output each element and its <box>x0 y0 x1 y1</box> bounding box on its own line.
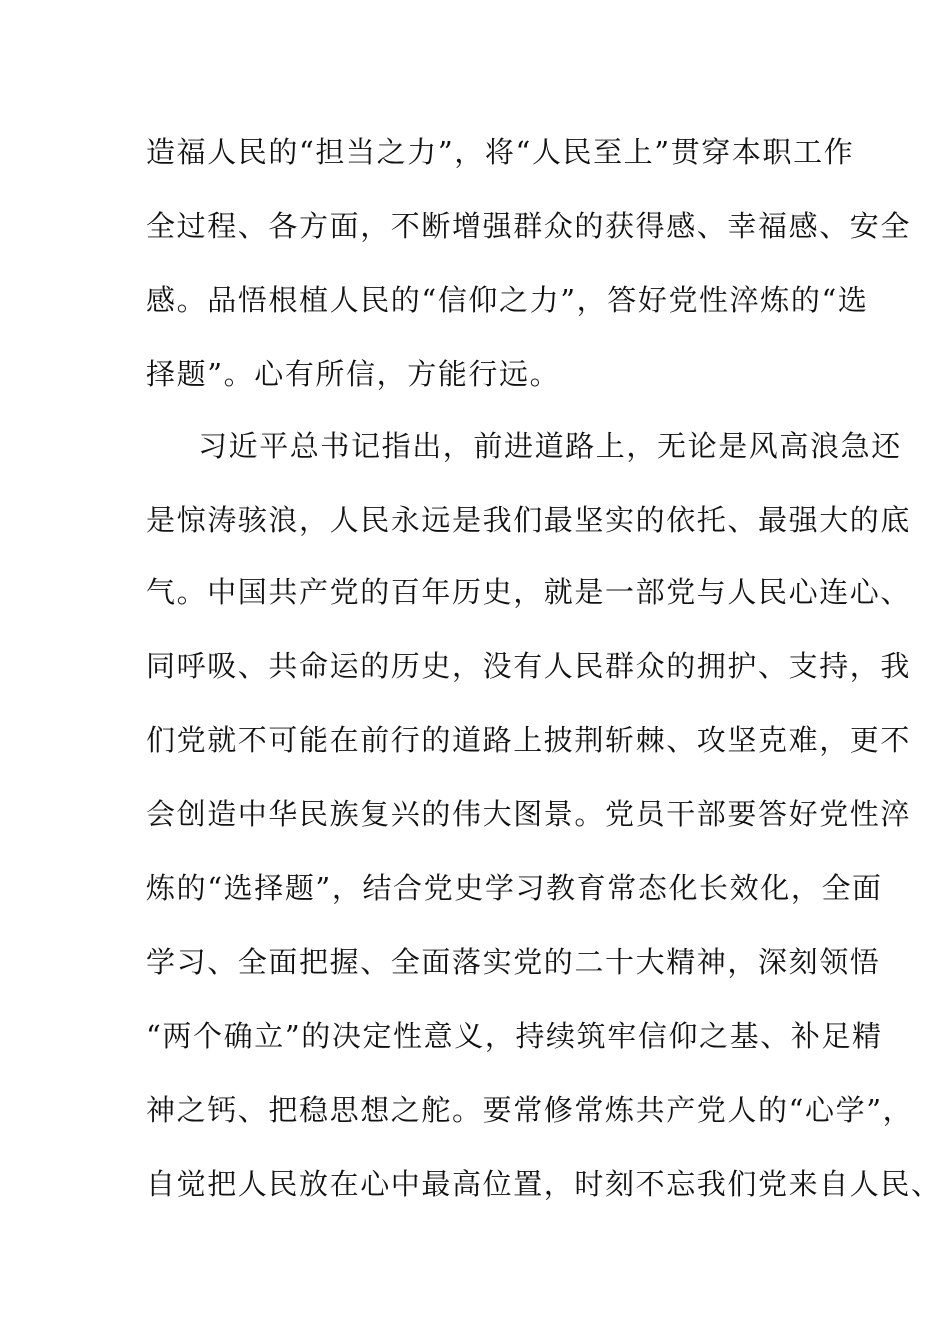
text-line-7: 气。中国共产党的百年历史，就是一部党与人民心连心、 <box>146 575 912 609</box>
text-line-4: 择题”。心有所信，方能行远。 <box>146 357 561 391</box>
text-line-2: 全过程、各方面，不断增强群众的获得感、幸福感、安全 <box>146 209 912 243</box>
text-line-12: 学习、全面把握、全面落实党的二十大精神，深刻领悟 <box>146 945 881 979</box>
text-line-8: 同呼吸、共命运的历史，没有人民群众的拥护、支持，我 <box>146 649 912 683</box>
text-line-10: 会创造中华民族复兴的伟大图景。党员干部要答好党性淬 <box>146 797 912 831</box>
text-line-13: “两个确立”的决定性意义，持续筑牢信仰之基、补足精 <box>146 1019 883 1053</box>
text-line-14: 神之钙、把稳思想之舵。要常修常炼共产党人的“心学”， <box>146 1093 914 1127</box>
text-line-5-paragraph-start: 习近平总书记指出，前进道路上，无论是风高浪急还 <box>198 429 902 463</box>
text-line-15: 自觉把人民放在心中最高位置，时刻不忘我们党来自人民、 <box>146 1167 942 1201</box>
text-line-11: 炼的“选择题”，结合党史学习教育常态化长效化，全面 <box>146 871 883 905</box>
text-line-9: 们党就不可能在前行的道路上披荆斩棘、攻坚克难，更不 <box>146 723 912 757</box>
text-line-6: 是惊涛骇浪，人民永远是我们最坚实的依托、最强大的底 <box>146 503 912 537</box>
text-line-3: 感。品悟根植人民的“信仰之力”，答好党性淬炼的“选 <box>146 283 869 317</box>
text-line-1: 造福人民的“担当之力”，将“人民至上”贯穿本职工作 <box>146 135 855 169</box>
